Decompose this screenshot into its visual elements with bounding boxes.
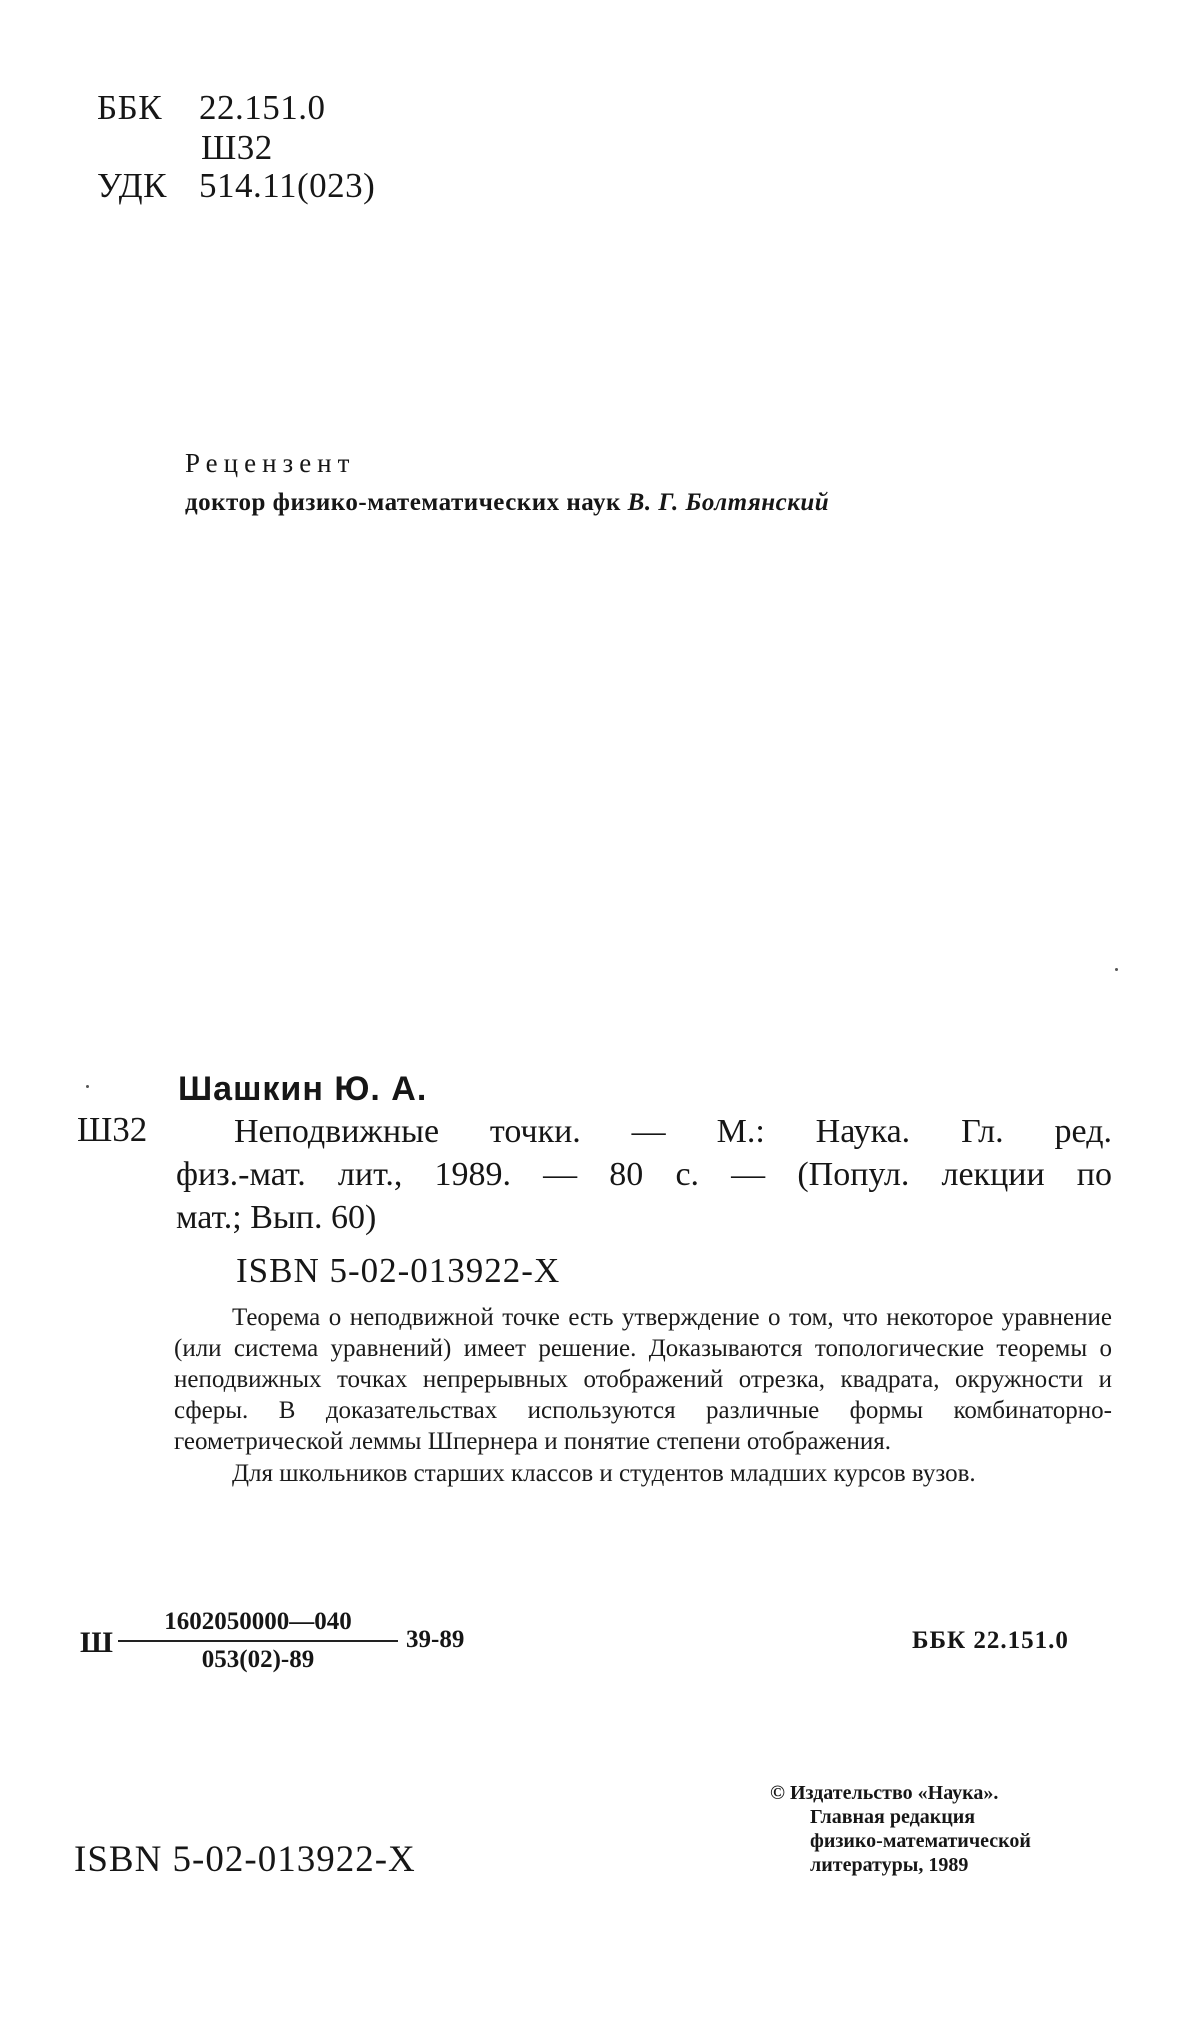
imprint-bbk: ББК 22.151.0	[912, 1627, 1069, 1654]
record-author: Шашкин Ю. А.	[178, 1070, 428, 1108]
bbk-label: ББК	[97, 88, 163, 127]
record-line: мат.; Вып. 60)	[176, 1199, 377, 1236]
copyright-line: © Издательство «Наука».	[770, 1782, 999, 1804]
reviewer-line	[185, 489, 829, 517]
copyright-line: Главная редакция	[810, 1806, 976, 1828]
record-line: Неподвижные точки. — М.: Наука. Гл. ред.	[234, 1113, 1112, 1150]
author-mark: Ш32	[201, 128, 273, 167]
imprint-suffix: 39-89	[406, 1626, 465, 1653]
copyright-line: литературы, 1989	[810, 1854, 969, 1876]
udk-code	[97, 166, 375, 206]
imprint-letter: Ш	[80, 1626, 113, 1659]
reviewer-name: В. Г. Болтянский	[627, 489, 830, 516]
scan-speck	[1115, 968, 1118, 971]
imprint-fraction	[118, 1608, 398, 1674]
footer-isbn: ISBN 5-02-013922-X	[74, 1839, 416, 1880]
annotation-paragraph: Для школьников старших классов и студентов младших курсов вузов.	[232, 1460, 976, 1487]
udk-label: УДК	[97, 166, 167, 205]
imprint-denominator: 053(02)-89	[201, 1646, 315, 1673]
record-isbn: ISBN 5-02-013922-X	[236, 1251, 561, 1290]
bbk-code	[97, 88, 326, 128]
copyright-block	[770, 1781, 1031, 1877]
copyright-line: физико-математической	[810, 1830, 1031, 1852]
reviewer-title: Рецензент	[185, 448, 356, 478]
annotation	[174, 1302, 1112, 1489]
annotation-paragraph: Теорема о неподвижной точке есть утверждение о том, что некоторое уравнение (или система уравнений) имеет решение. Доказываются топологические теоремы о неподвижных точках непрерывных отображений отрезка, квадрата, окружности и сферы. В доказательствах используются различные формы комбинаторно-геометрической леммы Шпернера и понятие степени отображения.	[174, 1304, 1112, 1455]
bbk-value: 22.151.0	[199, 88, 326, 127]
udk-value: 514.11(023)	[199, 166, 376, 205]
record-code: Ш32	[77, 1110, 148, 1149]
reviewer-degree: доктор физико-математических наук	[185, 489, 628, 516]
record-description	[176, 1110, 1112, 1239]
scan-speck	[86, 1085, 89, 1088]
imprint-numerator: 1602050000—040	[118, 1608, 398, 1642]
record-line: физ.-мат. лит., 1989. — 80 с. — (Попул. лекции по	[176, 1156, 1112, 1193]
